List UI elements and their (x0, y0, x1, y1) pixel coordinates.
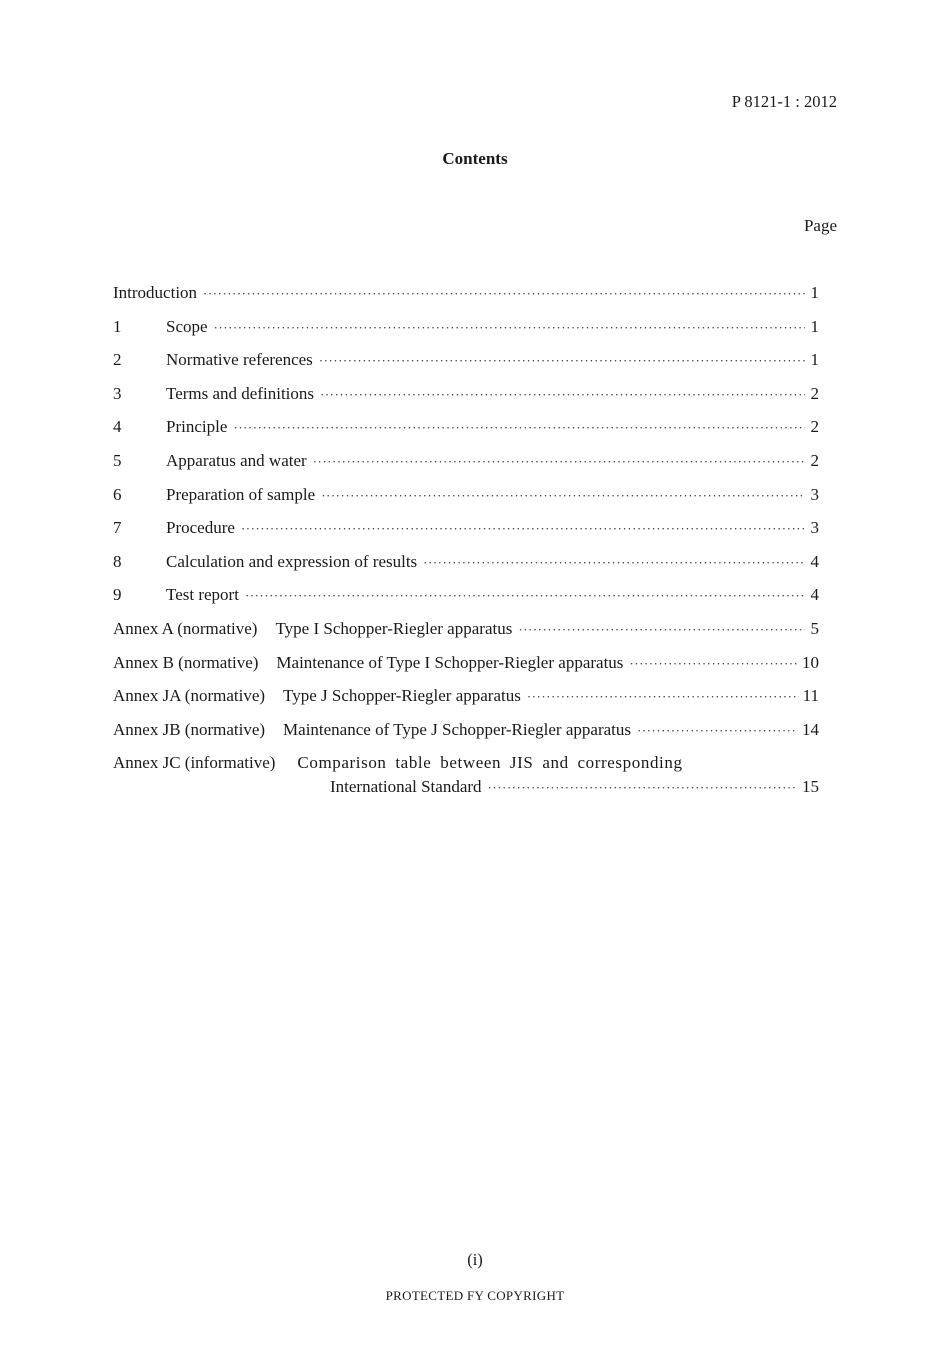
leader-dots (423, 550, 805, 576)
toc-entry[interactable] (113, 448, 819, 482)
toc-number: 2 (113, 350, 122, 370)
toc-entry[interactable] (113, 549, 819, 583)
toc-entry[interactable] (113, 314, 819, 348)
leader-dots (527, 684, 799, 710)
annex-label: Annex JB (normative) (113, 719, 266, 739)
toc-page: 2 (810, 450, 819, 470)
toc-number: 9 (113, 585, 122, 605)
page-title: Contents (442, 149, 508, 168)
toc-label: Scope (166, 316, 208, 336)
toc-number: 7 (113, 518, 122, 538)
toc-page: 1 (810, 283, 819, 302)
leader-dots (214, 315, 805, 341)
leader-dots (233, 415, 805, 441)
toc-label: Preparation of sample (166, 484, 316, 504)
leader-dots (518, 617, 805, 643)
toc-number: 6 (113, 484, 122, 504)
toc-number: 8 (113, 551, 122, 571)
toc-entry[interactable] (113, 515, 819, 549)
toc-page: 11 (802, 686, 819, 706)
toc-page: 4 (810, 551, 819, 571)
toc-entry[interactable] (113, 582, 819, 616)
toc-page: 15 (802, 777, 819, 797)
toc-label: Calculation and expression of results (166, 551, 418, 571)
toc-annex-entry[interactable] (113, 750, 819, 799)
document-id: P 8121-1 : 2012 (731, 92, 837, 111)
page-number: (i) (467, 1250, 483, 1269)
toc-label: Principle (166, 417, 228, 437)
leader-dots (203, 281, 805, 307)
toc-page: 4 (810, 585, 819, 605)
toc-label: Procedure (166, 518, 235, 538)
toc-page: 2 (810, 383, 819, 403)
toc-number: 3 (113, 383, 122, 403)
toc-entry[interactable] (113, 347, 819, 381)
toc-annex-entry[interactable] (113, 616, 819, 650)
annex-title: Type J Schopper-Riegler apparatus (283, 686, 521, 706)
toc-page: 10 (802, 652, 819, 672)
toc-label: Normative references (166, 350, 313, 370)
toc-page: 1 (810, 316, 819, 336)
annex-title: Comparison table between JIS and corresponding (297, 753, 683, 773)
toc-page: 2 (810, 417, 819, 437)
annex-title-continued: International Standard (330, 777, 482, 797)
leader-dots (319, 348, 805, 374)
leader-dots (637, 718, 798, 744)
table-of-contents (113, 280, 819, 799)
leader-dots (241, 516, 805, 542)
toc-page: 3 (810, 484, 819, 504)
toc-entry[interactable] (113, 482, 819, 516)
toc-annex-entry[interactable] (113, 650, 819, 684)
toc-entry[interactable] (113, 381, 819, 415)
annex-label: Annex B (normative) (113, 652, 259, 672)
annex-label: Annex JA (normative) (113, 686, 266, 706)
toc-label: Terms and definitions (166, 383, 315, 403)
toc-annex-entry[interactable] (113, 683, 819, 717)
toc-number: 1 (113, 316, 122, 336)
annex-title: Type I Schopper-Riegler apparatus (275, 618, 513, 638)
page-column-header: Page (803, 216, 837, 235)
copyright-notice: PROTECTED FY COPYRIGHT (385, 1288, 565, 1303)
toc-number: 5 (113, 450, 122, 470)
toc-page: 3 (810, 518, 819, 538)
toc-label: Apparatus and water (166, 450, 307, 470)
annex-title: Maintenance of Type J Schopper-Riegler apparatus (283, 719, 631, 739)
leader-dots (320, 382, 805, 408)
annex-title: Maintenance of Type I Schopper-Riegler apparatus (276, 652, 624, 672)
annex-label: Annex JC (informative) (113, 753, 276, 773)
leader-dots (245, 583, 805, 609)
toc-page: 14 (802, 719, 819, 739)
toc-label: Test report (166, 585, 239, 605)
leader-dots (321, 483, 805, 509)
leader-dots (313, 449, 805, 475)
toc-label: Introduction (113, 283, 198, 302)
leader-dots (488, 777, 798, 799)
toc-entry[interactable] (113, 414, 819, 448)
toc-page: 1 (810, 350, 819, 370)
leader-dots (629, 651, 798, 677)
toc-entry-introduction[interactable] (113, 280, 819, 314)
toc-annex-entry[interactable] (113, 717, 819, 751)
annex-label: Annex A (normative) (113, 618, 258, 638)
toc-number: 4 (113, 417, 122, 437)
toc-page: 5 (810, 618, 819, 638)
